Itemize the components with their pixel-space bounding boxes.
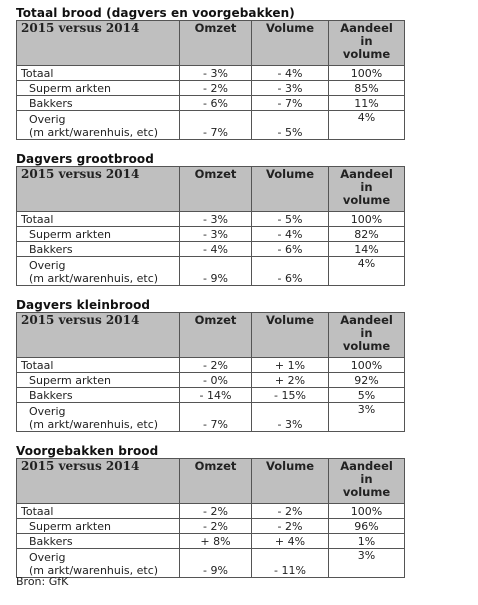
row-label: Bakkers — [17, 96, 180, 111]
volume-cell: - 7% — [252, 96, 329, 111]
section-title: Voorgebakken brood — [16, 444, 159, 458]
data-table — [16, 312, 405, 432]
table-row — [17, 212, 405, 227]
omzet-cell: - 7% — [180, 111, 252, 140]
omzet-cell: - 2% — [180, 504, 252, 519]
volume-cell: - 11% — [252, 549, 329, 578]
col-header-volume: Volume — [252, 313, 329, 358]
row-label: Overig (m arkt/warenhuis, etc) — [17, 549, 180, 578]
volume-cell: - 2% — [252, 504, 329, 519]
table-row — [17, 257, 405, 286]
volume-cell: - 4% — [252, 66, 329, 81]
share-cell: 100% — [329, 212, 405, 227]
share-cell: 100% — [329, 358, 405, 373]
volume-cell: - 2% — [252, 519, 329, 534]
col-header-omzet: Omzet — [180, 313, 252, 358]
col-header-aandeel: Aandeel in volume — [329, 21, 405, 66]
omzet-cell: - 0% — [180, 373, 252, 388]
volume-cell: - 4% — [252, 227, 329, 242]
header-row — [17, 167, 405, 212]
share-cell: 92% — [329, 373, 405, 388]
data-table — [16, 20, 405, 140]
omzet-cell: - 14% — [180, 388, 252, 403]
row-label: Overig (m arkt/warenhuis, etc) — [17, 111, 180, 140]
row-label: Overig (m arkt/warenhuis, etc) — [17, 403, 180, 432]
table-row — [17, 81, 405, 96]
omzet-cell: - 6% — [180, 96, 252, 111]
section-title: Dagvers kleinbrood — [16, 298, 151, 312]
row-label: Totaal — [17, 66, 180, 81]
omzet-cell: - 7% — [180, 403, 252, 432]
col-header-period: 2015 versus 2014 — [17, 313, 180, 358]
share-cell: 3% — [329, 549, 405, 578]
omzet-cell: - 2% — [180, 358, 252, 373]
data-table — [16, 458, 405, 578]
col-header-period: 2015 versus 2014 — [17, 21, 180, 66]
row-label: Superm arkten — [17, 373, 180, 388]
volume-cell: - 3% — [252, 403, 329, 432]
omzet-cell: + 8% — [180, 534, 252, 549]
table-row — [17, 519, 405, 534]
data-table — [16, 166, 405, 286]
section-totaal-brood — [16, 6, 404, 140]
header-row — [17, 313, 405, 358]
source-note: Bron: GfK — [16, 575, 69, 588]
col-header-period: 2015 versus 2014 — [17, 167, 180, 212]
table-row — [17, 66, 405, 81]
volume-cell: + 4% — [252, 534, 329, 549]
table-row — [17, 534, 405, 549]
col-header-volume: Volume — [252, 167, 329, 212]
col-header-aandeel: Aandeel in volume — [329, 167, 405, 212]
col-header-omzet: Omzet — [180, 21, 252, 66]
volume-cell: + 1% — [252, 358, 329, 373]
col-header-aandeel: Aandeel in volume — [329, 459, 405, 504]
row-label: Totaal — [17, 504, 180, 519]
volume-cell: + 2% — [252, 373, 329, 388]
omzet-cell: - 9% — [180, 257, 252, 286]
share-cell: 3% — [329, 403, 405, 432]
volume-cell: - 6% — [252, 257, 329, 286]
share-cell: 1% — [329, 534, 405, 549]
volume-cell: - 6% — [252, 242, 329, 257]
table-row — [17, 111, 405, 140]
table-row — [17, 358, 405, 373]
share-cell: 85% — [329, 81, 405, 96]
row-label: Overig (m arkt/warenhuis, etc) — [17, 257, 180, 286]
table-row — [17, 373, 405, 388]
table-row — [17, 242, 405, 257]
share-cell: 11% — [329, 96, 405, 111]
header-row — [17, 459, 405, 504]
table-row — [17, 549, 405, 578]
table-row — [17, 96, 405, 111]
row-label: Totaal — [17, 358, 180, 373]
share-cell: 4% — [329, 257, 405, 286]
col-header-period: 2015 versus 2014 — [17, 459, 180, 504]
share-cell: 4% — [329, 111, 405, 140]
table-row — [17, 403, 405, 432]
omzet-cell: - 9% — [180, 549, 252, 578]
col-header-omzet: Omzet — [180, 459, 252, 504]
share-cell: 14% — [329, 242, 405, 257]
table-row — [17, 504, 405, 519]
share-cell: 100% — [329, 66, 405, 81]
row-label: Bakkers — [17, 242, 180, 257]
section-dagvers-grootbrood — [16, 152, 404, 286]
col-header-omzet: Omzet — [180, 167, 252, 212]
share-cell: 5% — [329, 388, 405, 403]
omzet-cell: - 3% — [180, 212, 252, 227]
row-label: Superm arkten — [17, 519, 180, 534]
row-label: Bakkers — [17, 534, 180, 549]
col-header-aandeel: Aandeel in volume — [329, 313, 405, 358]
row-label: Totaal — [17, 212, 180, 227]
volume-cell: - 15% — [252, 388, 329, 403]
col-header-volume: Volume — [252, 459, 329, 504]
volume-cell: - 3% — [252, 81, 329, 96]
col-header-volume: Volume — [252, 21, 329, 66]
omzet-cell: - 3% — [180, 227, 252, 242]
share-cell: 82% — [329, 227, 405, 242]
section-dagvers-kleinbrood — [16, 298, 404, 432]
share-cell: 100% — [329, 504, 405, 519]
header-row — [17, 21, 405, 66]
table-row — [17, 388, 405, 403]
row-label: Bakkers — [17, 388, 180, 403]
volume-cell: - 5% — [252, 212, 329, 227]
section-voorgebakken-brood — [16, 444, 404, 578]
omzet-cell: - 2% — [180, 81, 252, 96]
row-label: Superm arkten — [17, 81, 180, 96]
omzet-cell: - 3% — [180, 66, 252, 81]
table-row — [17, 227, 405, 242]
section-title: Totaal brood (dagvers en voorgebakken) — [16, 6, 295, 20]
section-title: Dagvers grootbrood — [16, 152, 154, 166]
share-cell: 96% — [329, 519, 405, 534]
row-label: Superm arkten — [17, 227, 180, 242]
volume-cell: - 5% — [252, 111, 329, 140]
omzet-cell: - 4% — [180, 242, 252, 257]
omzet-cell: - 2% — [180, 519, 252, 534]
